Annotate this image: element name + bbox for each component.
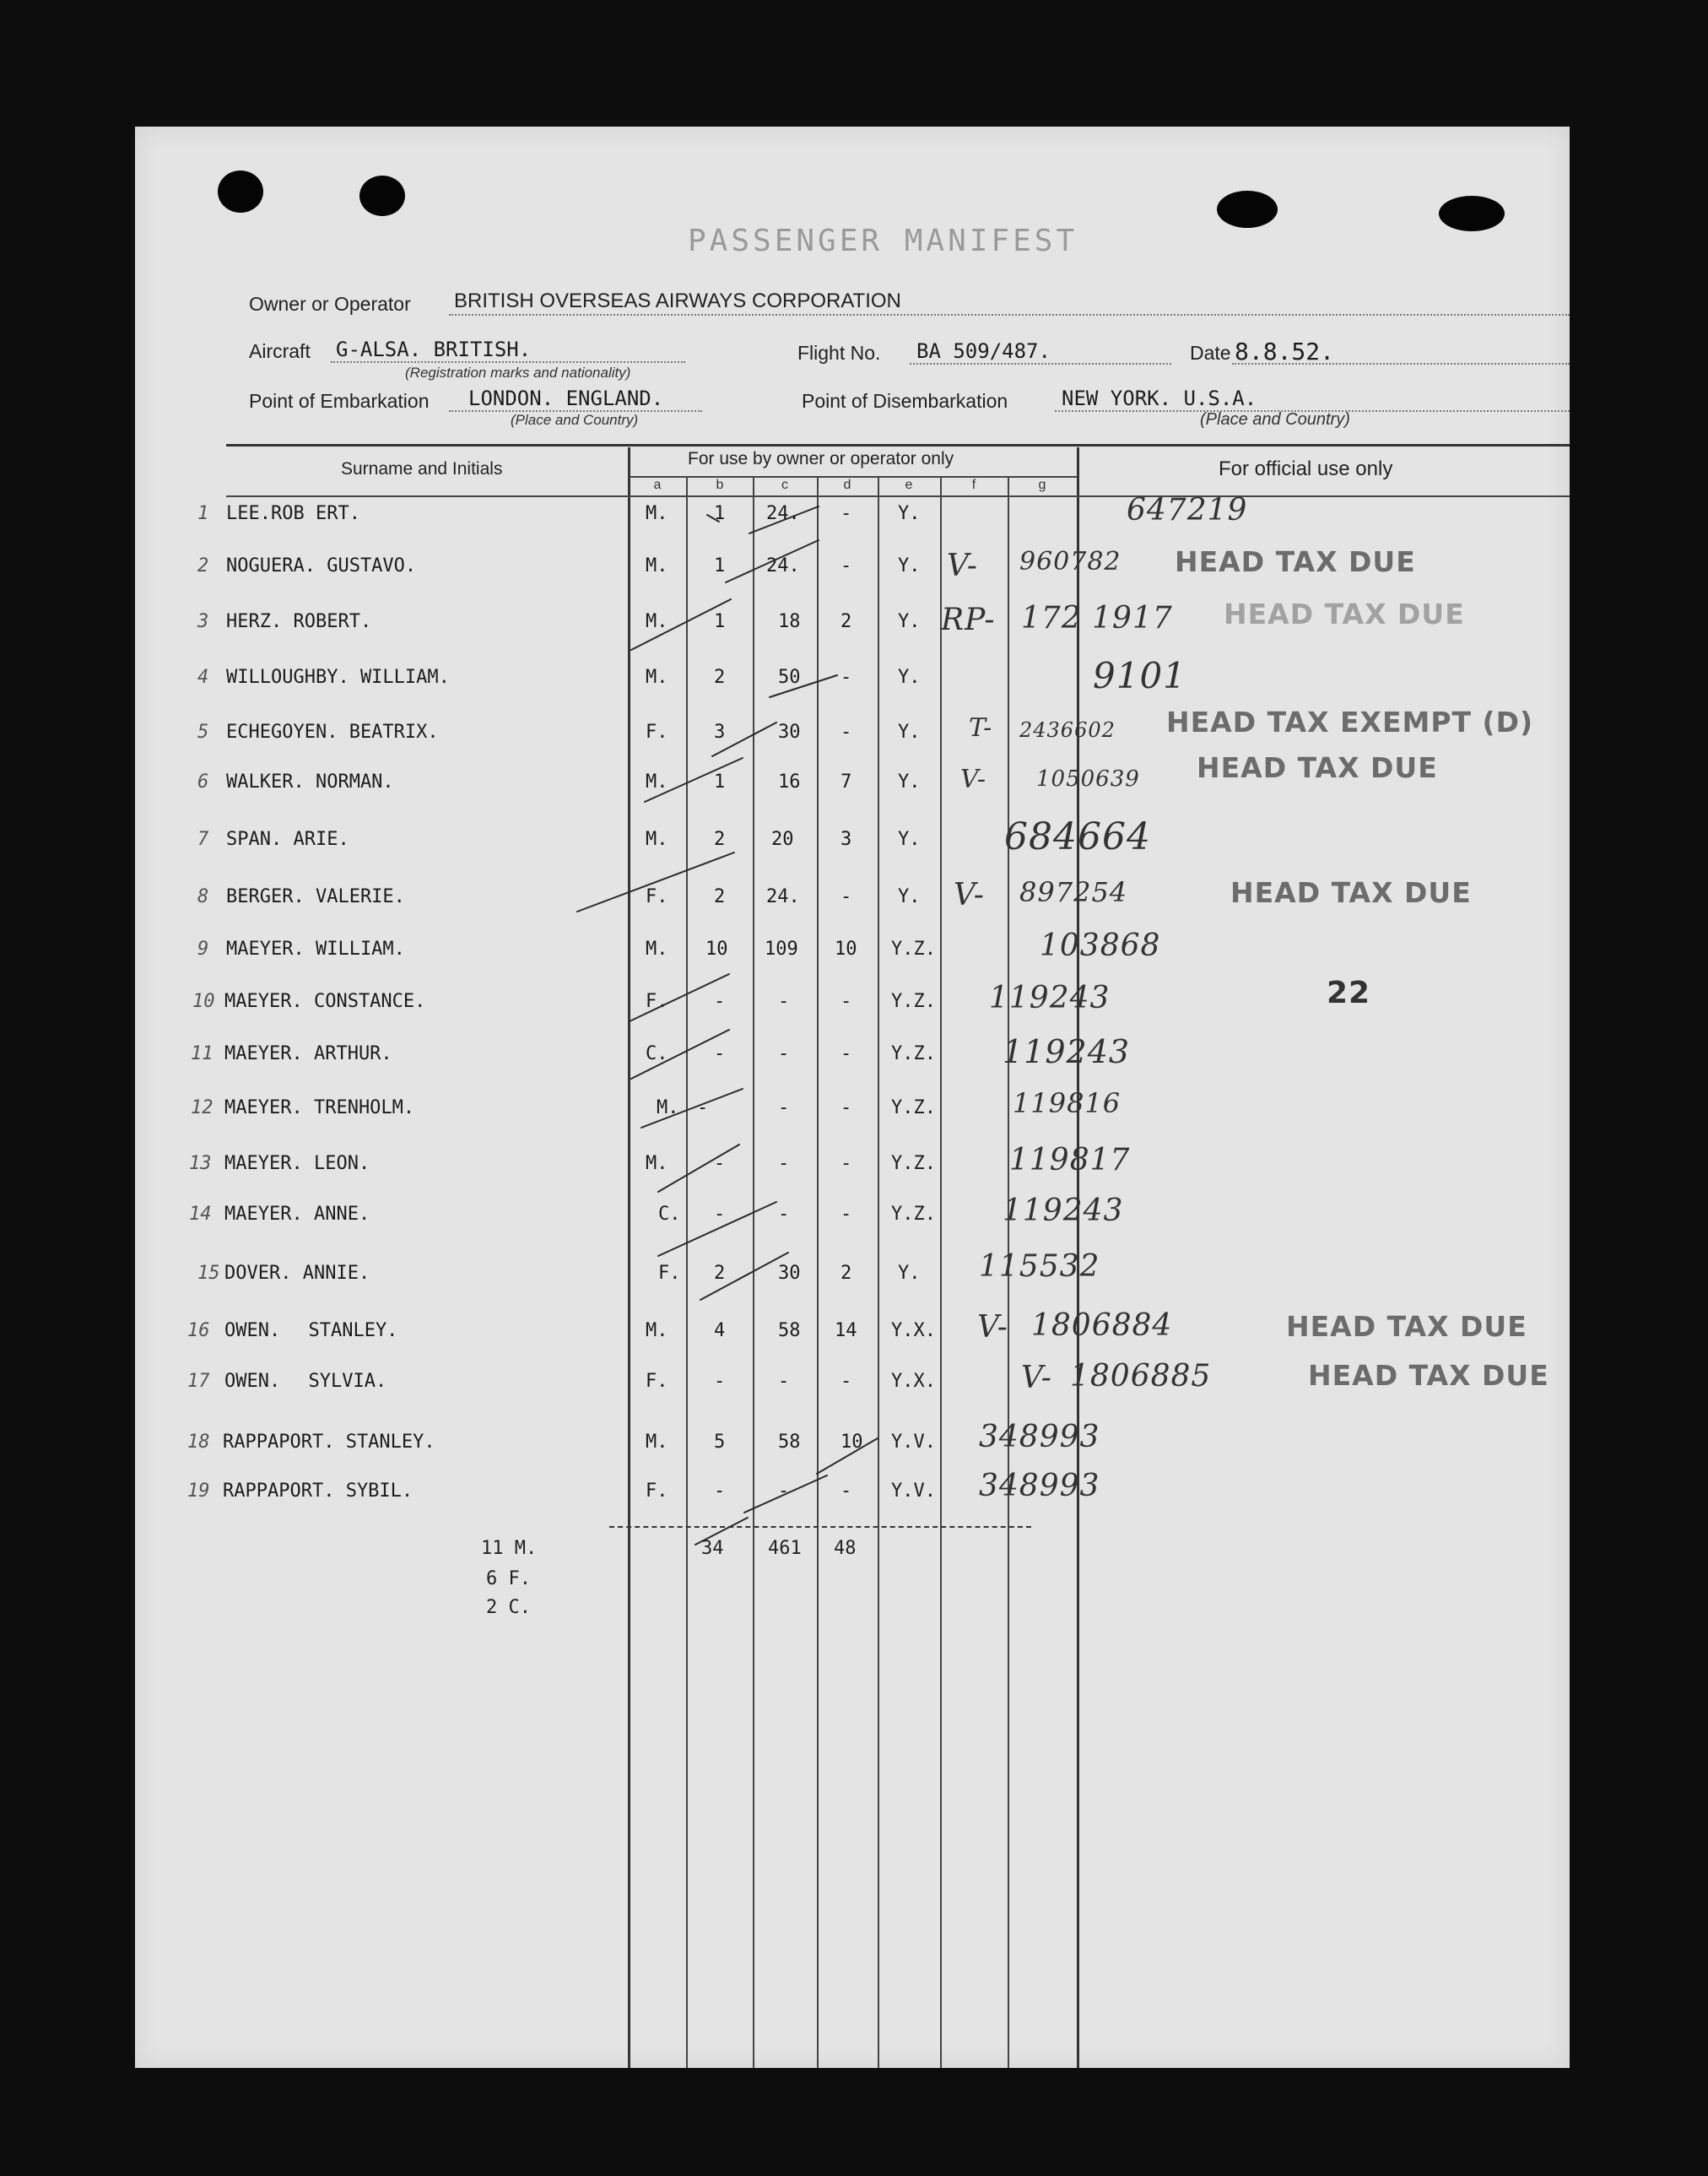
- passenger-name: BERGER. VALERIE.: [226, 886, 405, 907]
- col-c-value: 24.: [766, 886, 800, 907]
- owner-label: Owner or Operator: [249, 293, 411, 315]
- handwritten-number: 119243: [989, 981, 1111, 1015]
- col-e-value: Y.V.: [891, 1432, 936, 1453]
- passenger-name: MAEYER. CONSTANCE.: [224, 991, 426, 1012]
- col-b-value: 2: [714, 667, 726, 688]
- passenger-sex: M.: [646, 555, 668, 576]
- passenger-name: DOVER. ANNIE.: [224, 1263, 370, 1284]
- page-title: PASSENGER MANIFEST: [688, 224, 1078, 258]
- col-b-value: 5: [714, 1432, 726, 1453]
- passenger-sex: M.: [646, 771, 668, 793]
- punch-hole: [359, 176, 405, 216]
- passenger-sex: F.: [646, 886, 668, 907]
- col-c-value: -: [778, 1371, 790, 1392]
- total-children: 2 C.: [486, 1597, 531, 1618]
- col-d-header: d: [843, 478, 851, 492]
- col-e-value: Y.: [898, 667, 921, 688]
- head-tax-exempt-stamp: HEAD TAX EXEMPT (D): [1166, 706, 1534, 739]
- col-b-header: b: [716, 478, 724, 492]
- aircraft-label: Aircraft: [249, 340, 311, 362]
- col-e-header: e: [905, 478, 913, 492]
- col-e-value: Y.V.: [891, 1480, 936, 1502]
- handwritten-prefix: T-: [969, 713, 993, 743]
- col-b-value: 1: [714, 555, 726, 576]
- col-e-value: Y.Z.: [891, 991, 936, 1012]
- passenger-sex: M.: [646, 1153, 668, 1174]
- passenger-name: OWEN. STANLEY.: [224, 1320, 398, 1341]
- disembark-caption: (Place and Country): [1200, 410, 1350, 429]
- row-number: 18: [187, 1432, 210, 1453]
- col-b-value: 3: [714, 722, 726, 743]
- passenger-row: [135, 1087, 1570, 1131]
- passenger-row: [135, 1194, 1570, 1237]
- passenger-sex: F.: [658, 1263, 681, 1284]
- passenger-name: WILLOUGHBY. WILLIAM.: [226, 667, 450, 688]
- passenger-name: SPAN. ARIE.: [226, 829, 349, 850]
- row-number: 7: [197, 829, 209, 850]
- col-d-value: -: [840, 1097, 852, 1118]
- passenger-sex: M.: [646, 667, 668, 688]
- col-b-value: 2: [714, 886, 726, 907]
- aircraft-caption: (Registration marks and nationality): [405, 365, 631, 381]
- row-number: 2: [197, 555, 209, 576]
- col-e-value: Y.Z.: [891, 1043, 936, 1064]
- handwritten-number: 2436602: [1019, 718, 1116, 742]
- passenger-name: RAPPAPORT. STANLEY.: [223, 1432, 435, 1453]
- passenger-sex: M.: [646, 611, 668, 632]
- passenger-row: [135, 928, 1570, 972]
- col-b-value: 1: [714, 611, 726, 632]
- totals-divider: [609, 1526, 1031, 1528]
- number-stamp: 22: [1327, 976, 1371, 1010]
- handwritten-number: 172 1917: [1021, 601, 1173, 636]
- passenger-sex: C.: [658, 1204, 681, 1225]
- passenger-name: MAEYER. TRENHOLM.: [224, 1097, 415, 1118]
- row-number: 19: [187, 1480, 210, 1502]
- date-label: Date: [1190, 342, 1231, 364]
- col-d-value: -: [840, 1204, 852, 1225]
- col-b-value: 2: [714, 1263, 726, 1284]
- punch-hole: [1439, 196, 1505, 231]
- date-value: 8.8.52.: [1235, 338, 1335, 365]
- col-c-value: 30: [778, 1263, 801, 1284]
- passenger-name: WALKER. NORMAN.: [226, 771, 394, 793]
- col-d-value: -: [840, 1153, 852, 1174]
- col-a-header: a: [653, 478, 662, 492]
- row-number: 3: [197, 611, 209, 632]
- handwritten-number: 684664: [1004, 815, 1151, 858]
- col-d-value: 3: [840, 829, 852, 850]
- passenger-name: RAPPAPORT. SYBIL.: [223, 1480, 413, 1502]
- passenger-row: [135, 493, 1570, 537]
- col-d-value: 7: [840, 771, 852, 793]
- handwritten-number: 960782: [1019, 547, 1122, 576]
- passenger-row: [135, 1249, 1570, 1296]
- passenger-sex: F.: [646, 1371, 668, 1392]
- col-d-value: 10: [835, 939, 857, 960]
- row-number: 6: [197, 771, 209, 793]
- passenger-sex: M.: [657, 1097, 679, 1118]
- col-c-value: 58: [778, 1432, 801, 1453]
- passenger-name: NOGUERA. GUSTAVO.: [226, 555, 417, 576]
- col-e-value: Y.: [898, 886, 921, 907]
- col-d-value: -: [840, 503, 852, 524]
- handwritten-number: 897254: [1019, 876, 1128, 908]
- row-number: 14: [189, 1204, 212, 1225]
- passenger-name: MAEYER. ANNE.: [224, 1204, 370, 1225]
- passenger-row: [135, 1420, 1570, 1465]
- col-b-value: 2: [714, 829, 726, 850]
- row-number: 11: [191, 1043, 214, 1064]
- col-d-value: -: [840, 555, 852, 576]
- passenger-sex: F.: [646, 722, 668, 743]
- flight-label: Flight No.: [797, 342, 881, 364]
- col-e-value: Y.: [898, 611, 921, 632]
- col-c-value: -: [778, 1043, 790, 1064]
- col-f-header: f: [971, 478, 976, 492]
- head-tax-stamp: HEAD TAX DUE: [1286, 1310, 1527, 1343]
- col-d-value: -: [840, 1371, 852, 1392]
- passenger-name: HERZ. ROBERT.: [226, 611, 372, 632]
- flight-value: BA 509/487.: [916, 339, 1051, 363]
- col-c-value: 109: [765, 939, 798, 960]
- col-b-value: -: [714, 1371, 726, 1392]
- handwritten-number: 103868: [1040, 928, 1161, 963]
- disembark-value: NEW YORK. U.S.A.: [1062, 387, 1257, 410]
- row-number: 15: [197, 1263, 220, 1284]
- col-c-header: c: [781, 478, 788, 492]
- embark-caption: (Place and Country): [511, 412, 639, 428]
- passenger-sex: M.: [646, 1320, 668, 1341]
- handwritten-prefix: V-: [947, 549, 978, 583]
- col-d-value: -: [840, 1480, 852, 1502]
- passenger-name: MAEYER. WILLIAM.: [226, 939, 405, 960]
- col-c-value: 24.: [766, 503, 800, 524]
- col-d-value: -: [840, 886, 852, 907]
- row-number: 12: [191, 1097, 214, 1118]
- passenger-name: LEE.ROB ERT.: [226, 503, 360, 524]
- handwritten-prefix: V-: [1021, 1361, 1052, 1395]
- passenger-sex: F.: [646, 1480, 668, 1502]
- col-c-value: 20: [771, 829, 794, 850]
- handwritten-number: 119243: [1003, 1033, 1131, 1070]
- head-tax-stamp: HEAD TAX DUE: [1308, 1359, 1549, 1392]
- col-c-value: -: [778, 991, 790, 1012]
- row-number: 5: [197, 722, 209, 743]
- col-b-value: -: [714, 1480, 726, 1502]
- col-c-value: 58: [778, 1320, 801, 1341]
- col-d-value: 2: [840, 1263, 852, 1284]
- col-e-value: Y.: [898, 829, 921, 850]
- handwritten-number: 119817: [1009, 1143, 1131, 1177]
- aircraft-value: G-ALSA. BRITISH.: [336, 338, 532, 361]
- official-header: For official use only: [1219, 457, 1393, 480]
- col-b-value: 1: [714, 771, 726, 793]
- col-e-value: Y.Z.: [891, 1097, 936, 1118]
- handwritten-number: 348993: [979, 1420, 1100, 1454]
- passenger-sex: M.: [646, 829, 668, 850]
- col-c-value: -: [778, 1480, 790, 1502]
- col-c-value: 18: [778, 611, 801, 632]
- row-number: 17: [187, 1371, 210, 1392]
- punch-hole: [218, 171, 263, 213]
- col-e-value: Y.Z.: [891, 1204, 936, 1225]
- passenger-sex: F.: [646, 991, 668, 1012]
- handwritten-prefix: V-: [960, 765, 987, 794]
- col-b-value: -: [714, 991, 726, 1012]
- col-e-value: Y.: [898, 1263, 921, 1284]
- total-males: 11 M.: [481, 1538, 538, 1559]
- col-d-value: 2: [840, 611, 852, 632]
- total-b: 34: [701, 1538, 724, 1559]
- passenger-row: [135, 1143, 1570, 1187]
- passenger-row: [135, 1033, 1570, 1077]
- passenger-name: MAEYER. ARTHUR.: [224, 1043, 392, 1064]
- passenger-row: [135, 655, 1570, 701]
- col-c-value: 24.: [766, 555, 800, 576]
- embark-value: LONDON. ENGLAND.: [468, 387, 664, 410]
- col-b-value: -: [697, 1097, 709, 1118]
- handwritten-number: 115532: [979, 1249, 1100, 1284]
- col-e-value: Y.X.: [891, 1371, 936, 1392]
- col-e-value: Y.Z.: [891, 939, 936, 960]
- passenger-sex: M.: [646, 1432, 668, 1453]
- head-tax-stamp: HEAD TAX DUE: [1197, 751, 1438, 784]
- col-b-value: 1: [714, 503, 726, 524]
- col-c-value: -: [778, 1204, 790, 1225]
- col-e-value: Y.: [898, 555, 921, 576]
- col-c-value: -: [778, 1153, 790, 1174]
- passenger-name: OWEN. SYLVIA.: [224, 1371, 387, 1392]
- col-e-value: Y.X.: [891, 1320, 936, 1341]
- row-number: 10: [192, 991, 215, 1012]
- col-c-value: 50: [778, 667, 801, 688]
- col-g-header: g: [1038, 478, 1046, 492]
- handwritten-prefix: V-: [977, 1310, 1008, 1345]
- manifest-page: [135, 127, 1570, 2068]
- disembark-label: Point of Disembarkation: [802, 390, 1008, 412]
- passenger-name: MAEYER. LEON.: [224, 1153, 370, 1174]
- total-d: 48: [834, 1538, 857, 1559]
- head-tax-stamp: HEAD TAX DUE: [1230, 876, 1472, 909]
- col-d-value: -: [840, 991, 852, 1012]
- passenger-sex: M.: [646, 503, 668, 524]
- col-c-value: -: [778, 1097, 790, 1118]
- col-d-value: 10: [840, 1432, 863, 1453]
- passenger-row: [135, 1469, 1570, 1514]
- row-number: 8: [197, 886, 209, 907]
- total-c: 461: [768, 1538, 802, 1559]
- handwritten-number: 1806884: [1031, 1308, 1173, 1343]
- handwritten-number: 1806885: [1070, 1359, 1212, 1394]
- col-c-value: 30: [778, 722, 801, 743]
- head-tax-stamp: HEAD TAX DUE: [1224, 598, 1465, 631]
- col-e-value: Y.: [898, 771, 921, 793]
- handwritten-number: 647219: [1127, 493, 1248, 528]
- handwritten-number: 119243: [1003, 1194, 1124, 1228]
- col-e-value: Y.: [898, 503, 921, 524]
- col-b-value: -: [714, 1204, 726, 1225]
- embark-label: Point of Embarkation: [249, 390, 430, 412]
- col-e-value: Y.: [898, 722, 921, 743]
- owner-value: BRITISH OVERSEAS AIRWAYS CORPORATION: [454, 290, 901, 312]
- col-d-value: -: [840, 667, 852, 688]
- row-number: 16: [187, 1320, 210, 1341]
- col-c-value: 16: [778, 771, 801, 793]
- col-b-value: -: [714, 1043, 726, 1064]
- handwritten-number: 1050639: [1036, 766, 1140, 792]
- row-number: 13: [189, 1153, 212, 1174]
- col-b-value: 10: [705, 939, 728, 960]
- row-number: 9: [197, 939, 209, 960]
- col-b-value: 4: [714, 1320, 726, 1341]
- handwritten-number: 119816: [1013, 1087, 1122, 1119]
- col-d-value: -: [840, 1043, 852, 1064]
- handwritten-number: 9101: [1093, 655, 1186, 696]
- handwritten-prefix: V-: [954, 878, 985, 912]
- passenger-sex: M.: [646, 939, 668, 960]
- passenger-sex: C.: [646, 1043, 668, 1064]
- col-d-value: -: [840, 722, 852, 743]
- col-e-value: Y.Z.: [891, 1153, 936, 1174]
- col-b-value: -: [714, 1153, 726, 1174]
- handwritten-prefix: RP-: [941, 603, 996, 637]
- total-females: 6 F.: [486, 1568, 531, 1589]
- row-number: 1: [197, 503, 209, 524]
- head-tax-stamp: HEAD TAX DUE: [1175, 545, 1416, 578]
- handwritten-number: 348993: [979, 1469, 1100, 1503]
- row-number: 4: [197, 667, 209, 688]
- passenger-row: [135, 815, 1570, 863]
- passenger-name: ECHEGOYEN. BEATRIX.: [226, 722, 439, 743]
- col-d-value: 14: [835, 1320, 857, 1341]
- surname-header: Surname and Initials: [341, 459, 503, 479]
- punch-hole: [1217, 191, 1278, 228]
- operator-header: For use by owner or operator only: [688, 449, 954, 468]
